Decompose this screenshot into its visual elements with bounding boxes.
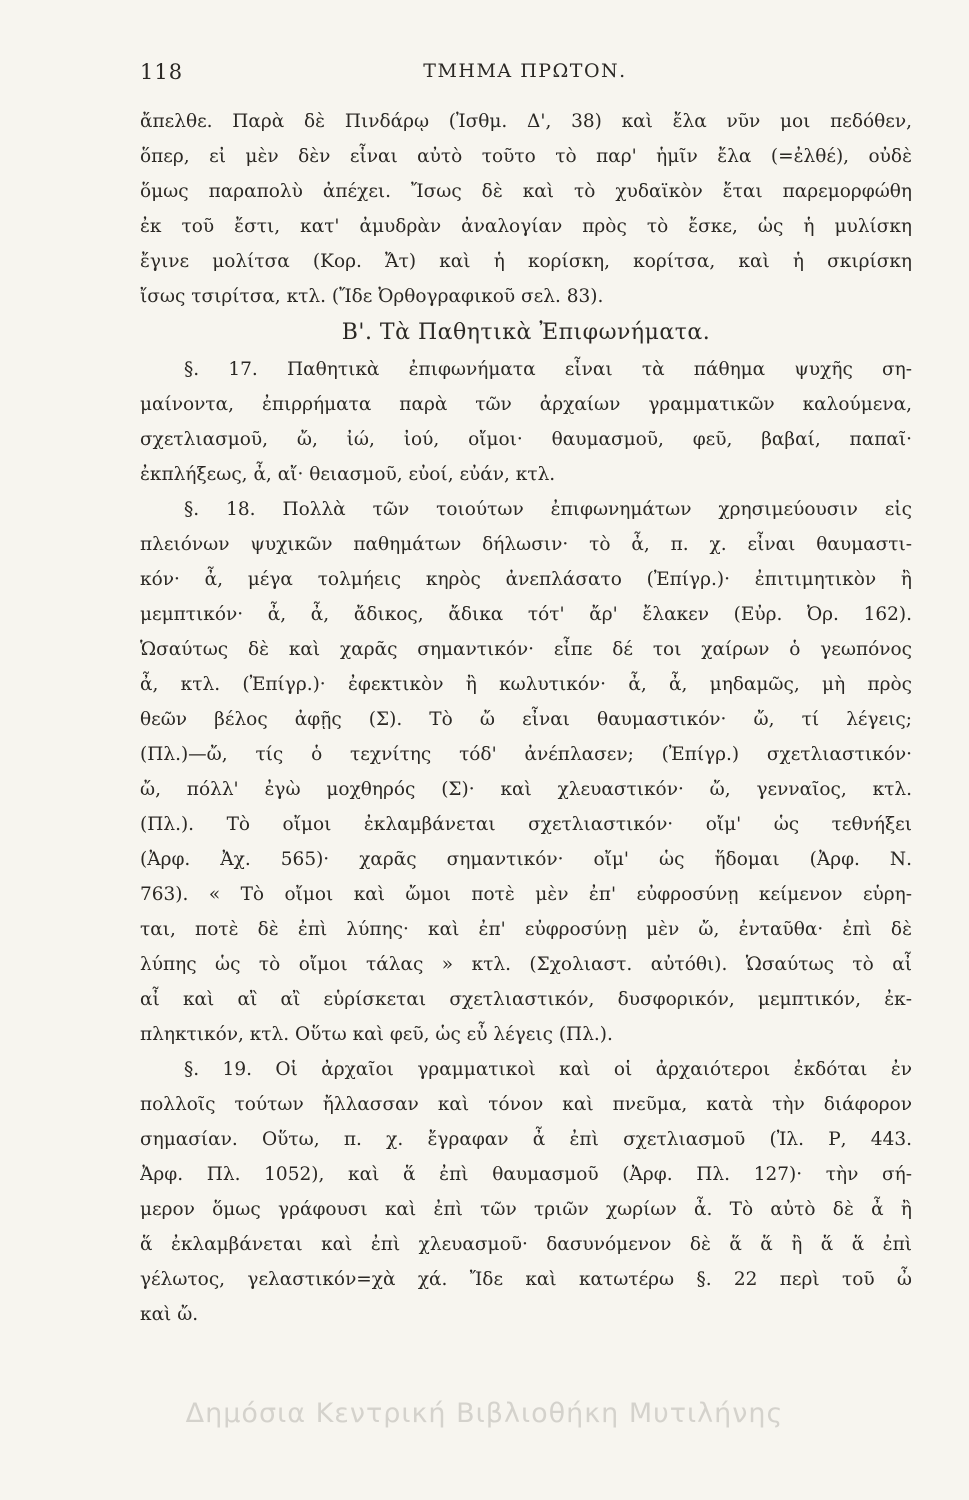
- text-line: Ὡσαύτως δὲ καὶ χαρᾶς σημαντικόν· εἶπε δέ τοι χαίρων ὁ γεωπόνος: [140, 639, 912, 660]
- text-line: (Ἀρφ. Ἀχ. 565)· χαρᾶς σημαντικόν· οἴμ' ὡς ἥδομαι (Ἀρφ. Ν.: [140, 849, 912, 870]
- text-line: ὤ, πόλλ' ἐγὼ μοχθηρός (Σ)· καὶ χλευαστικόν· ὤ, γενναῖος, κτλ.: [140, 779, 912, 800]
- text-line: ἆ, κτλ. (Ἐπίγρ.)· ἐφεκτικὸν ἢ κωλυτικόν· ἆ, ἆ, μηδαμῶς, μὴ πρὸς: [140, 674, 912, 695]
- running-head: [140, 60, 910, 90]
- text-line: λύπης ὡς τὸ οἴμοι τάλας » κτλ. (Σχολιαστ. αὐτόθι). Ὡσαύτως τὸ αἶ: [140, 954, 912, 975]
- text-line: 763). « Τὸ οἴμοι καὶ ὤμοι ποτὲ μὲν ἐπ' εὐφροσύνῃ κείμενον εὑρη-: [140, 884, 912, 905]
- page-number: 118: [140, 60, 184, 84]
- paragraph-start-18: §. 18. Πολλὰ τῶν τοιούτων ἐπιφωνημάτων χρησιμεύουσιν εἰς: [184, 499, 912, 520]
- text-line: ὅμως παραπολὺ ἀπέχει. Ἴσως δὲ καὶ τὸ χυδαϊκὸν ἔται παρεμορφώθη: [140, 181, 912, 202]
- text-line: πολλοῖς τούτων ἤλλασσαν καὶ τόνον καὶ πνεῦμα, κατὰ τὴν διάφορον: [140, 1094, 912, 1115]
- text-line: μεμπτικόν· ἆ, ἆ, ἄδικος, ἄδικα τότ' ἄρ' ἔλακεν (Εὐρ. Ὀρ. 162).: [140, 604, 912, 625]
- section-heading: Β'. Τὰ Παθητικὰ Ἐπιφωνήματα.: [341, 320, 711, 345]
- body-text: [140, 104, 912, 1332]
- text-line: ὅπερ, εἰ μὲν δὲν εἶναι αὐτὸ τοῦτο τὸ παρ' ἡμῖν ἔλα (=ἐλθέ), οὐδὲ: [140, 146, 912, 167]
- text-line: ἔγινε μολίτσα (Κορ. Ἄτ) καὶ ἡ κορίσκη, κορίτσα, καὶ ἡ σκιρίσκη: [140, 251, 912, 272]
- text-line: (Πλ.)—ὤ, τίς ὁ τεχνίτης τόδ' ἀνέπλασεν; (Ἐπίγρ.) σχετλιαστικόν·: [140, 744, 912, 765]
- text-line: θεῶν βέλος ἀφῇς (Σ). Τὸ ὤ εἶναι θαυμαστικόν· ὤ, τί λέγεις;: [140, 709, 912, 730]
- running-title: ΤΜΗΜΑ ΠΡΩΤΟΝ.: [423, 60, 627, 82]
- text-line: γέλωτος, γελαστικόν=χὰ χά. Ἴδε καὶ κατωτέρω §. 22 περὶ τοῦ ὦ: [140, 1269, 912, 1290]
- paragraph-start-17: §. 17. Παθητικὰ ἐπιφωνήματα εἶναι τὰ πάθημα ψυχῆς ση-: [184, 359, 912, 380]
- text-line: σημασίαν. Οὕτω, π. χ. ἔγραφαν ἆ ἐπὶ σχετλιασμοῦ (Ἰλ. Ρ, 443.: [140, 1129, 912, 1150]
- text-line: μερον ὅμως γράφουσι καὶ ἐπὶ τῶν τριῶν χωρίων ἆ. Τὸ αὐτὸ δὲ ἆ ἢ: [140, 1199, 912, 1220]
- text-line: πλειόνων ψυχικῶν παθημάτων δήλωσιν· τὸ ἆ, π. χ. εἶναι θαυμαστι-: [140, 534, 912, 555]
- text-line: ἄπελθε. Παρὰ δὲ Πινδάρῳ (Ἰσθμ. Δ', 38) καὶ ἔλα νῦν μοι πεδόθεν,: [140, 111, 912, 132]
- paragraph-start-19: §. 19. Οἱ ἀρχαῖοι γραμματικοὶ καὶ οἱ ἀρχαιότεροι ἐκδόται ἐν: [184, 1059, 912, 1080]
- text-line: καὶ ὤ.: [140, 1304, 199, 1325]
- library-watermark: Δημόσια Κεντρική Βιβλιοθήκη Μυτιλήνης: [185, 1398, 784, 1429]
- text-line: Ἀρφ. Πλ. 1052), καὶ ἅ ἐπὶ θαυμασμοῦ (Ἀρφ. Πλ. 127)· τὴν σή-: [140, 1164, 912, 1185]
- text-line: ἅ ἐκλαμβάνεται καὶ ἐπὶ χλευασμοῦ· δασυνόμενον δὲ ἅ ἅ ἢ ἅ ἅ ἐπὶ: [140, 1234, 912, 1255]
- text-line: κόν· ἆ, μέγα τολμήεις κηρὸς ἀνεπλάσατο (Ἐπίγρ.)· ἐπιτιμητικὸν ἢ: [140, 569, 912, 590]
- text-line: ἴσως τσιρίτσα, κτλ. (Ἴδε Ὀρθογραφικοῦ σελ. 83).: [140, 286, 604, 307]
- text-line: ἐκπλήξεως, ἆ, αἴ· θειασμοῦ, εὐοί, εὐάν, κτλ.: [140, 464, 556, 485]
- text-line: αἶ καὶ αἲ αἲ εὑρίσκεται σχετλιαστικόν, δυσφορικόν, μεμπτικόν, ἐκ-: [140, 989, 912, 1010]
- text-line: ἐκ τοῦ ἔστι, κατ' ἀμυδρὰν ἀναλογίαν πρὸς τὸ ἔσκε, ὡς ἡ μυλίσκη: [140, 216, 912, 237]
- text-line: πληκτικόν, κτλ. Οὕτω καὶ φεῦ, ὡς εὖ λέγεις (Πλ.).: [140, 1024, 613, 1045]
- text-line: σχετλιασμοῦ, ὤ, ἰώ, ἰού, οἴμοι· θαυμασμοῦ, φεῦ, βαβαί, παπαῖ·: [140, 429, 912, 450]
- text-line: (Πλ.). Τὸ οἴμοι ἐκλαμβάνεται σχετλιαστικόν· οἴμ' ὡς τεθνήξει: [140, 814, 912, 835]
- text-line: μαίνοντα, ἐπιρρήματα παρὰ τῶν ἀρχαίων γραμματικῶν καλούμενα,: [140, 394, 912, 415]
- text-line: ται, ποτὲ δὲ ἐπὶ λύπης· καὶ ἐπ' εὐφροσύνῃ μὲν ὤ, ἐνταῦθα· ἐπὶ δὲ: [140, 919, 912, 940]
